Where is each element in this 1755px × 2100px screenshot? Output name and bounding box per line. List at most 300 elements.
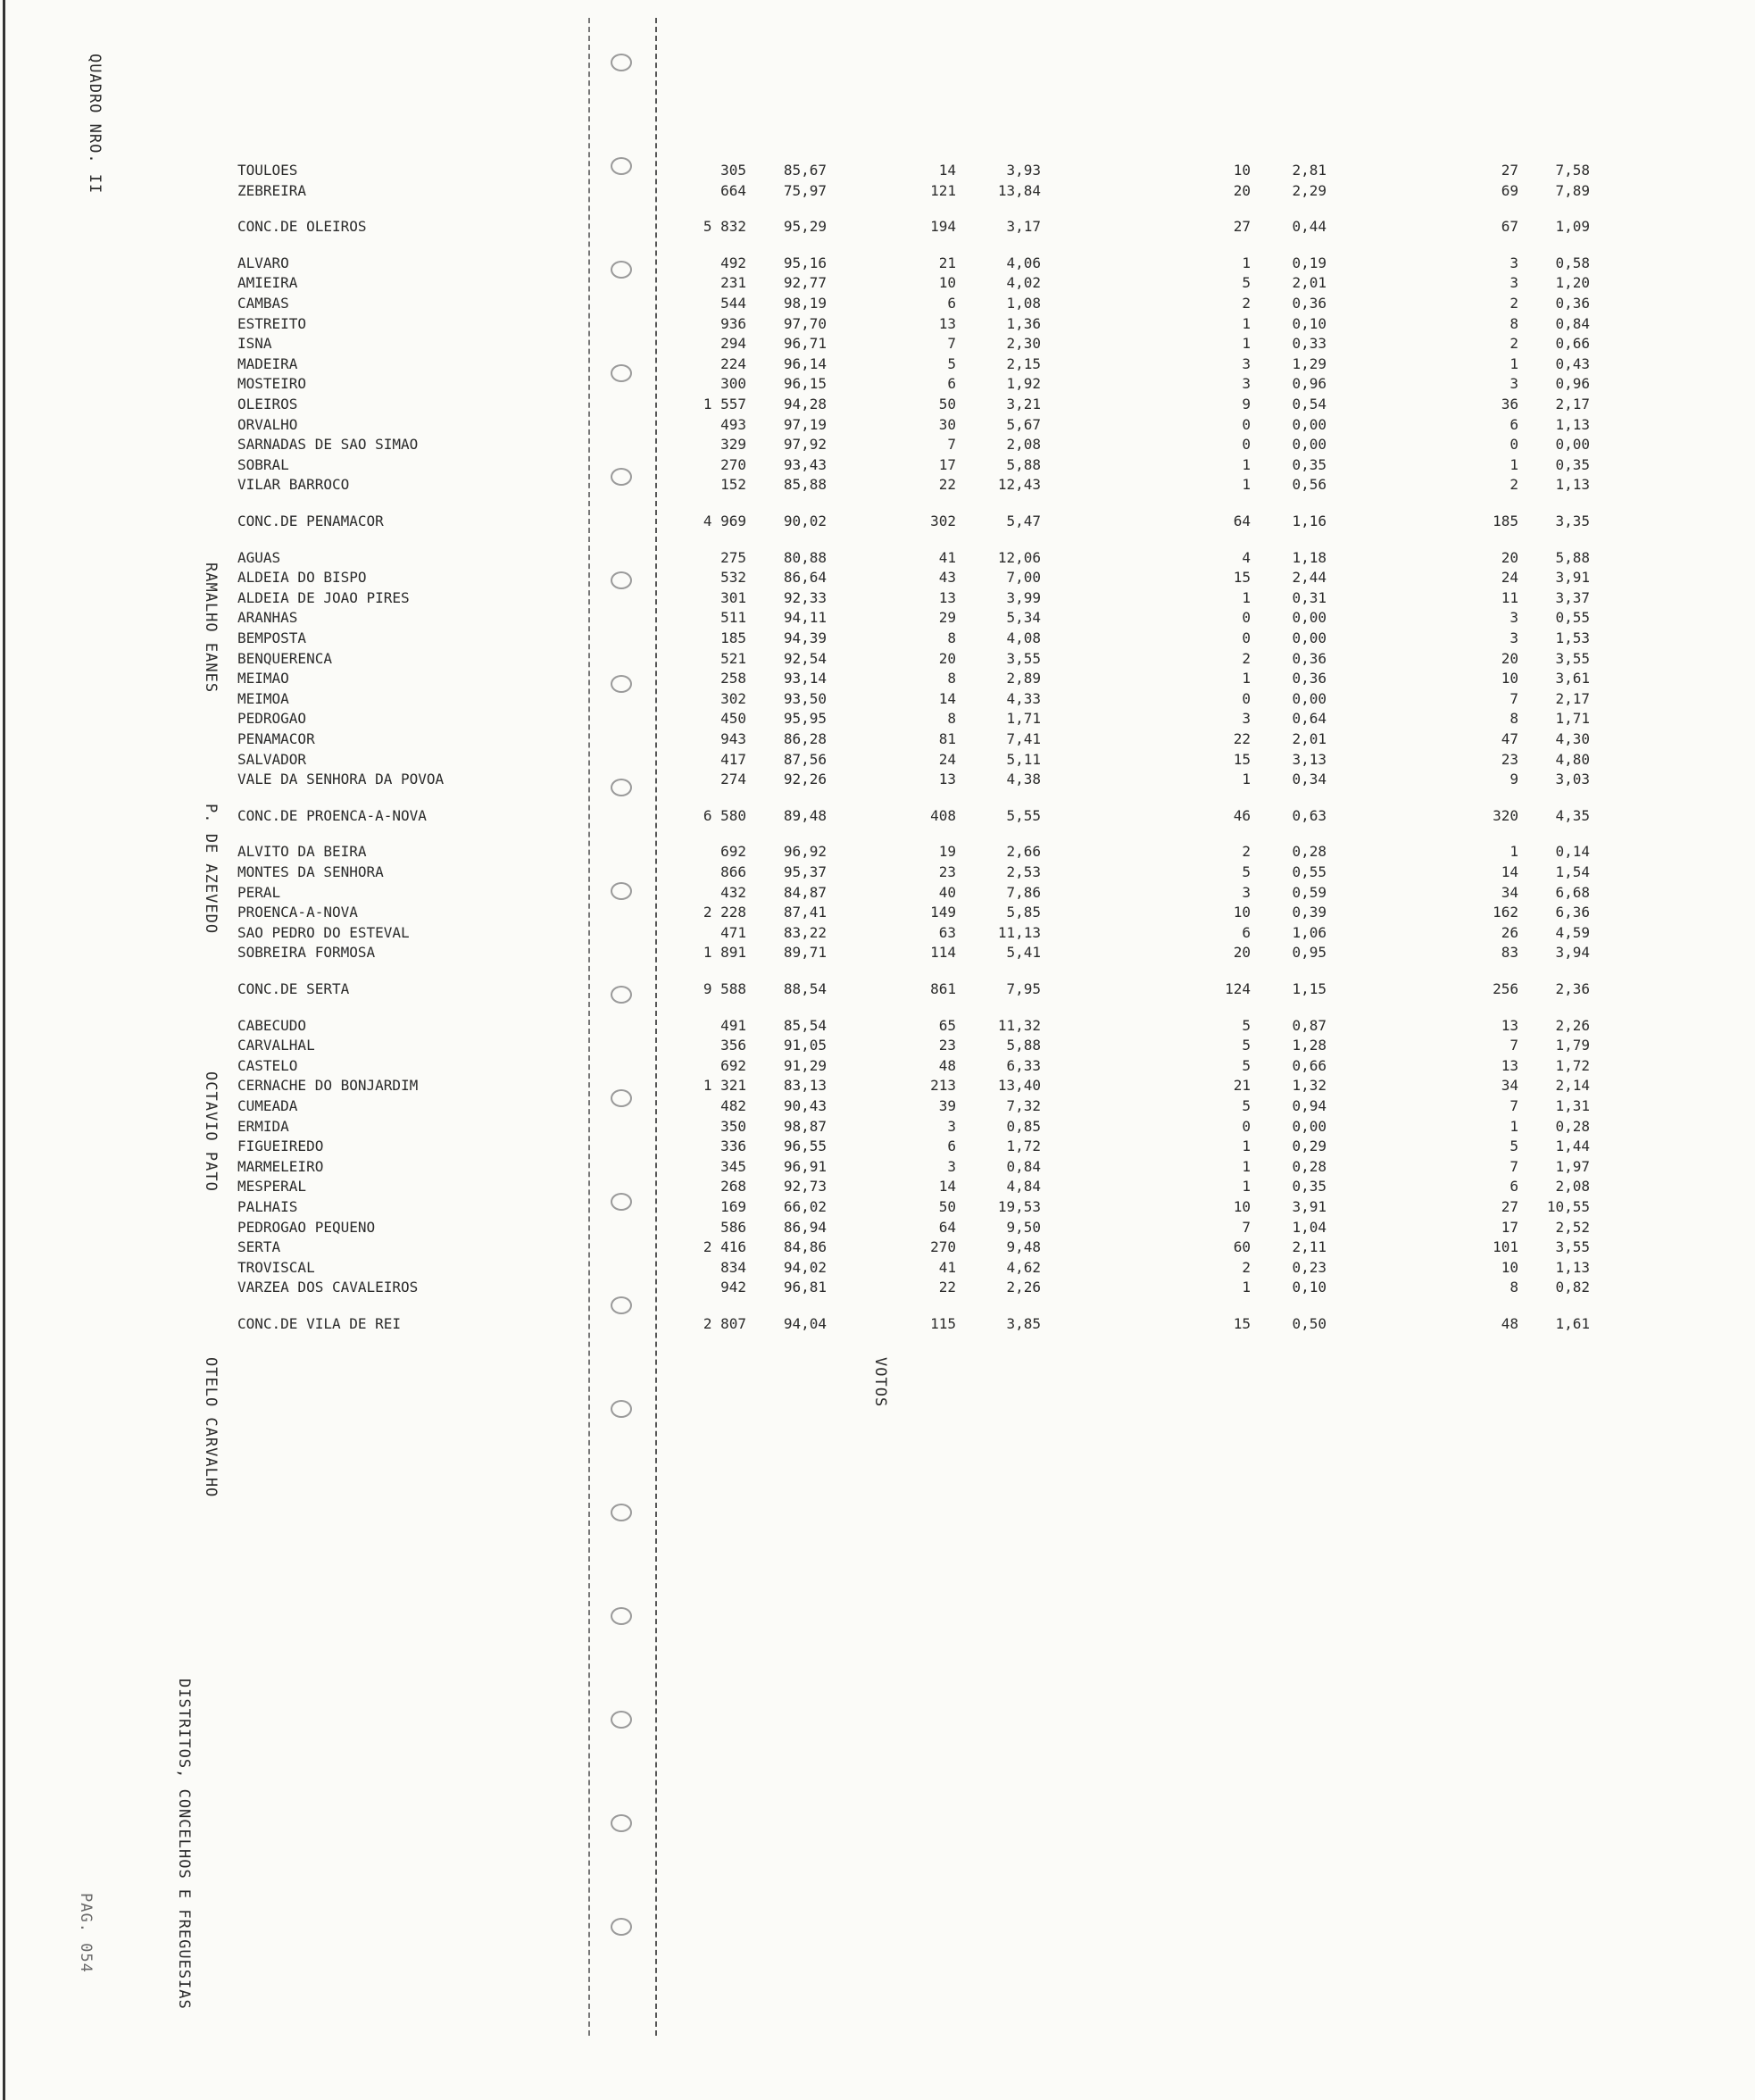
cell-pp: 3,99 <box>1006 588 1041 606</box>
cell-rp: 98,87 <box>783 1117 827 1135</box>
cell-rv: 258 <box>720 670 746 688</box>
table-row <box>237 568 1594 588</box>
cell-rv: 336 <box>720 1138 746 1155</box>
cell-rv: 2 228 <box>703 904 746 921</box>
cell-pp: 4,08 <box>1006 629 1041 646</box>
cell-rv: 1 321 <box>703 1077 746 1095</box>
subtotal-row <box>237 1314 1594 1334</box>
cell-pp: 5,55 <box>1006 806 1041 824</box>
cell-tp: 4,30 <box>1555 730 1590 747</box>
cell-tp: 4,80 <box>1555 750 1590 768</box>
cell-op: 0,87 <box>1292 1016 1327 1034</box>
cell-pp: 5,11 <box>1006 750 1041 768</box>
table-row <box>237 435 1594 454</box>
cell-name: SOBREIRA FORMOSA <box>237 944 376 962</box>
cell-op: 1,04 <box>1292 1218 1327 1236</box>
cell-name: ERMIDA <box>237 1117 289 1135</box>
cell-name: ESTREITO <box>237 314 307 332</box>
cell-name: PERAL <box>237 883 281 901</box>
cell-op: 0,29 <box>1292 1138 1327 1155</box>
cell-rv: 152 <box>720 476 746 494</box>
cell-name: SARNADAS DE SAO SIMAO <box>237 436 419 454</box>
cell-pp: 5,85 <box>1006 904 1041 921</box>
cell-name: TROVISCAL <box>237 1258 315 1276</box>
cell-tv: 13 <box>1501 1016 1518 1034</box>
cell-ov: 1 <box>1242 335 1251 353</box>
cell-ov: 1 <box>1242 1279 1251 1296</box>
cell-pp: 4,38 <box>1006 771 1041 788</box>
cell-rp: 94,04 <box>783 1315 827 1332</box>
cell-name: CUMEADA <box>237 1097 298 1114</box>
cell-name: FIGUEIREDO <box>237 1138 324 1155</box>
cell-rp: 86,64 <box>783 569 827 587</box>
cell-tp: 1,71 <box>1555 710 1590 728</box>
table-row <box>237 374 1594 394</box>
cell-op: 2,81 <box>1292 162 1327 179</box>
cell-rv: 2 807 <box>703 1315 746 1332</box>
page-title: QUADRO NRO. II <box>86 54 104 195</box>
table-row <box>237 923 1594 943</box>
cell-ov: 0 <box>1242 436 1251 454</box>
cell-ov: 60 <box>1233 1238 1251 1256</box>
cell-op: 0,56 <box>1292 476 1327 494</box>
cell-name: ISNA <box>237 335 272 353</box>
cell-tv: 8 <box>1510 710 1518 728</box>
cell-ov: 2 <box>1242 295 1251 312</box>
cell-tp: 0,66 <box>1555 335 1590 353</box>
cell-tv: 2 <box>1510 335 1518 353</box>
cell-ov: 124 <box>1225 980 1251 997</box>
cell-rv: 943 <box>720 730 746 747</box>
cell-rp: 92,26 <box>783 771 827 788</box>
cell-tv: 3 <box>1510 274 1518 292</box>
cell-pp: 3,93 <box>1006 162 1041 179</box>
cell-pp: 4,02 <box>1006 274 1041 292</box>
cell-tv: 36 <box>1501 396 1518 412</box>
cell-name: AMIEIRA <box>237 274 298 292</box>
cell-pp: 9,50 <box>1006 1218 1041 1236</box>
cell-rp: 93,14 <box>783 670 827 688</box>
cell-ov: 15 <box>1233 750 1251 768</box>
cell-tv: 9 <box>1510 771 1518 788</box>
punch-hole <box>611 1918 632 1936</box>
cell-tv: 1 <box>1510 354 1518 372</box>
candidate-header: OTELO CARVALHO <box>202 1357 220 1498</box>
cell-ov: 1 <box>1242 771 1251 788</box>
cell-pp: 9,48 <box>1006 1238 1041 1256</box>
cell-tp: 3,94 <box>1555 944 1590 962</box>
cell-pv: 3 <box>947 1117 956 1135</box>
cell-pp: 0,85 <box>1006 1117 1041 1135</box>
cell-pp: 2,26 <box>1006 1279 1041 1296</box>
cell-pv: 10 <box>938 274 956 292</box>
cell-pv: 7 <box>947 436 956 454</box>
cell-op: 0,59 <box>1292 883 1327 901</box>
cell-rp: 96,55 <box>783 1138 827 1155</box>
cell-name: CARVALHAL <box>237 1037 315 1054</box>
cell-pv: 41 <box>938 548 956 566</box>
cell-ov: 1 <box>1242 1157 1251 1175</box>
cell-rv: 834 <box>720 1258 746 1276</box>
cell-pv: 213 <box>930 1077 956 1095</box>
cell-tp: 6,68 <box>1555 883 1590 901</box>
cell-rp: 89,71 <box>783 944 827 962</box>
table-row <box>237 1218 1594 1238</box>
cell-op: 0,00 <box>1292 609 1327 627</box>
table-row <box>237 689 1594 709</box>
cell-pv: 30 <box>938 415 956 433</box>
cell-rp: 94,02 <box>783 1258 827 1276</box>
cell-pv: 22 <box>938 476 956 494</box>
cell-rv: 270 <box>720 455 746 473</box>
cell-tp: 1,54 <box>1555 863 1590 880</box>
table-row <box>237 354 1594 374</box>
cell-rv: 586 <box>720 1218 746 1236</box>
cell-tv: 101 <box>1493 1238 1518 1256</box>
cell-pp: 4,06 <box>1006 254 1041 271</box>
table-row <box>237 1056 1594 1076</box>
cell-name: CAMBAS <box>237 295 289 312</box>
cell-pp: 2,89 <box>1006 670 1041 688</box>
cell-pp: 5,88 <box>1006 1037 1041 1054</box>
table-row <box>237 181 1594 201</box>
cell-ov: 46 <box>1233 806 1251 824</box>
cell-rv: 6 580 <box>703 806 746 824</box>
cell-op: 1,06 <box>1292 923 1327 941</box>
cell-ov: 3 <box>1242 375 1251 393</box>
cell-rp: 97,92 <box>783 436 827 454</box>
candidate-header: P. DE AZEVEDO <box>202 804 220 935</box>
cell-ov: 3 <box>1242 883 1251 901</box>
cell-pv: 14 <box>938 1178 956 1196</box>
cell-op: 1,18 <box>1292 548 1327 566</box>
cell-pp: 3,55 <box>1006 649 1041 667</box>
cell-name: CONC.DE OLEIROS <box>237 218 367 236</box>
table-row <box>237 1137 1594 1156</box>
cell-name: ALDEIA DO BISPO <box>237 569 367 587</box>
cell-rp: 90,43 <box>783 1097 827 1114</box>
cell-pv: 270 <box>930 1238 956 1256</box>
cell-rv: 417 <box>720 750 746 768</box>
cell-rp: 95,16 <box>783 254 827 271</box>
cell-tp: 3,55 <box>1555 649 1590 667</box>
cell-op: 2,29 <box>1292 181 1327 199</box>
cell-ov: 1 <box>1242 455 1251 473</box>
cell-ov: 4 <box>1242 548 1251 566</box>
cell-pv: 48 <box>938 1056 956 1074</box>
table-row <box>237 455 1594 475</box>
cell-rv: 432 <box>720 883 746 901</box>
cell-rp: 91,05 <box>783 1037 827 1054</box>
cell-op: 2,11 <box>1292 1238 1327 1256</box>
cell-op: 0,33 <box>1292 335 1327 353</box>
cell-tv: 7 <box>1510 1037 1518 1054</box>
cell-pv: 50 <box>938 396 956 412</box>
cell-op: 1,29 <box>1292 354 1327 372</box>
cell-tv: 320 <box>1493 806 1518 824</box>
cell-rp: 96,91 <box>783 1157 827 1175</box>
cell-op: 3,91 <box>1292 1198 1327 1215</box>
cell-tp: 7,58 <box>1555 162 1590 179</box>
cell-ov: 5 <box>1242 274 1251 292</box>
cell-pp: 0,84 <box>1006 1157 1041 1175</box>
cell-pp: 5,67 <box>1006 415 1041 433</box>
cell-name: SOBRAL <box>237 455 289 473</box>
cell-rv: 169 <box>720 1198 746 1215</box>
cell-tp: 3,91 <box>1555 569 1590 587</box>
cell-pv: 14 <box>938 162 956 179</box>
cell-pv: 13 <box>938 588 956 606</box>
cell-pv: 5 <box>947 354 956 372</box>
cell-pv: 7 <box>947 335 956 353</box>
cell-pp: 7,32 <box>1006 1097 1041 1114</box>
cell-name: VARZEA DOS CAVALEIROS <box>237 1279 419 1296</box>
cell-pv: 19 <box>938 843 956 861</box>
cell-name: PEDROGAO PEQUENO <box>237 1218 376 1236</box>
subtotal-row <box>237 512 1594 531</box>
table-row <box>237 649 1594 669</box>
cell-ov: 3 <box>1242 354 1251 372</box>
cell-pv: 6 <box>947 295 956 312</box>
cell-name: ALVARO <box>237 254 289 271</box>
cell-rp: 97,70 <box>783 314 827 332</box>
cell-rp: 92,54 <box>783 649 827 667</box>
cell-tp: 1,20 <box>1555 274 1590 292</box>
cell-rp: 87,41 <box>783 904 827 921</box>
cell-tp: 2,17 <box>1555 396 1590 412</box>
cell-pv: 114 <box>930 944 956 962</box>
cell-name: VILAR BARROCO <box>237 476 350 494</box>
cell-op: 0,19 <box>1292 254 1327 271</box>
cell-op: 0,50 <box>1292 1315 1327 1332</box>
cell-tv: 20 <box>1501 548 1518 566</box>
cell-tp: 1,13 <box>1555 1258 1590 1276</box>
cell-tv: 13 <box>1501 1056 1518 1074</box>
cell-tp: 2,36 <box>1555 980 1590 997</box>
cell-tv: 256 <box>1493 980 1518 997</box>
cell-ov: 0 <box>1242 415 1251 433</box>
cell-op: 0,36 <box>1292 670 1327 688</box>
cell-op: 2,44 <box>1292 569 1327 587</box>
cell-pp: 5,34 <box>1006 609 1041 627</box>
table-row <box>237 1117 1594 1137</box>
cell-tp: 0,00 <box>1555 436 1590 454</box>
cell-rv: 491 <box>720 1016 746 1034</box>
cell-pp: 1,08 <box>1006 295 1041 312</box>
page-edge <box>3 0 5 2100</box>
cell-rv: 294 <box>720 335 746 353</box>
cell-op: 0,00 <box>1292 1117 1327 1135</box>
cell-rp: 92,33 <box>783 588 827 606</box>
cell-pv: 3 <box>947 1157 956 1175</box>
cell-op: 0,95 <box>1292 944 1327 962</box>
cell-tv: 8 <box>1510 314 1518 332</box>
cell-rv: 471 <box>720 923 746 941</box>
cell-pp: 7,95 <box>1006 980 1041 997</box>
cell-ov: 3 <box>1242 710 1251 728</box>
cell-rv: 231 <box>720 274 746 292</box>
cell-pv: 41 <box>938 1258 956 1276</box>
punch-hole <box>611 1296 632 1314</box>
cell-rp: 98,19 <box>783 295 827 312</box>
cell-pv: 81 <box>938 730 956 747</box>
cell-name: PALHAIS <box>237 1198 298 1215</box>
cell-op: 0,00 <box>1292 629 1327 646</box>
table-row <box>237 862 1594 882</box>
cell-ov: 5 <box>1242 1056 1251 1074</box>
table-row <box>237 842 1594 862</box>
cell-rp: 94,28 <box>783 396 827 412</box>
cell-op: 0,34 <box>1292 771 1327 788</box>
cell-op: 0,10 <box>1292 314 1327 332</box>
cell-ov: 0 <box>1242 609 1251 627</box>
candidate-header: OCTAVIO PATO <box>202 1071 220 1192</box>
cell-pv: 23 <box>938 863 956 880</box>
cell-op: 0,00 <box>1292 415 1327 433</box>
cell-rp: 96,71 <box>783 335 827 353</box>
table-row <box>237 1238 1594 1257</box>
cell-rv: 329 <box>720 436 746 454</box>
cell-pp: 5,41 <box>1006 944 1041 962</box>
table-row <box>237 161 1594 180</box>
cell-ov: 1 <box>1242 476 1251 494</box>
cell-op: 1,32 <box>1292 1077 1327 1095</box>
cell-rv: 274 <box>720 771 746 788</box>
cell-name: MEIMOA <box>237 689 289 707</box>
cell-pv: 29 <box>938 609 956 627</box>
table-row <box>237 1076 1594 1096</box>
cell-tp: 1,79 <box>1555 1037 1590 1054</box>
cell-name: CONC.DE SERTA <box>237 980 350 997</box>
cell-op: 1,28 <box>1292 1037 1327 1054</box>
table-row <box>237 415 1594 435</box>
cell-name: ARANHAS <box>237 609 298 627</box>
cell-rv: 493 <box>720 415 746 433</box>
cell-tp: 0,36 <box>1555 295 1590 312</box>
cell-name: CONC.DE PENAMACOR <box>237 512 384 529</box>
cell-rp: 90,02 <box>783 512 827 529</box>
cell-rv: 692 <box>720 843 746 861</box>
cell-tp: 0,82 <box>1555 1279 1590 1296</box>
cell-rv: 275 <box>720 548 746 566</box>
cell-name: ALDEIA DE JOAO PIRES <box>237 588 410 606</box>
cell-pp: 7,86 <box>1006 883 1041 901</box>
cell-rv: 936 <box>720 314 746 332</box>
cell-rv: 345 <box>720 1157 746 1175</box>
cell-pv: 65 <box>938 1016 956 1034</box>
cell-rp: 95,95 <box>783 710 827 728</box>
cell-op: 0,36 <box>1292 295 1327 312</box>
cell-tp: 4,35 <box>1555 806 1590 824</box>
cell-op: 0,28 <box>1292 1157 1327 1175</box>
cell-tp: 7,89 <box>1555 181 1590 199</box>
cell-rp: 96,81 <box>783 1279 827 1296</box>
cell-tv: 10 <box>1501 1258 1518 1276</box>
cell-name: PEDROGAO <box>237 710 307 728</box>
cell-pp: 12,43 <box>997 476 1041 494</box>
cell-tp: 2,52 <box>1555 1218 1590 1236</box>
punch-hole <box>611 54 632 71</box>
cell-op: 1,16 <box>1292 512 1327 529</box>
cell-op: 0,35 <box>1292 455 1327 473</box>
cell-ov: 5 <box>1242 1037 1251 1054</box>
cell-op: 0,66 <box>1292 1056 1327 1074</box>
cell-name: PENAMACOR <box>237 730 315 747</box>
cell-tv: 48 <box>1501 1315 1518 1332</box>
table-row <box>237 1197 1594 1217</box>
cell-pv: 115 <box>930 1315 956 1332</box>
cell-rv: 521 <box>720 649 746 667</box>
cell-ov: 7 <box>1242 1218 1251 1236</box>
table-row <box>237 334 1594 354</box>
cell-tv: 1 <box>1510 1117 1518 1135</box>
table-row <box>237 669 1594 688</box>
table-row <box>237 750 1594 770</box>
cell-pv: 64 <box>938 1218 956 1236</box>
cell-tp: 0,43 <box>1555 354 1590 372</box>
cell-ov: 5 <box>1242 863 1251 880</box>
cell-rp: 85,67 <box>783 162 827 179</box>
cell-rv: 2 416 <box>703 1238 746 1256</box>
cell-rv: 224 <box>720 354 746 372</box>
table-row <box>237 273 1594 293</box>
cell-tp: 2,26 <box>1555 1016 1590 1034</box>
cell-pp: 11,32 <box>997 1016 1041 1034</box>
cell-pp: 3,85 <box>1006 1315 1041 1332</box>
cell-name: AGUAS <box>237 548 281 566</box>
cell-tp: 0,84 <box>1555 314 1590 332</box>
cell-ov: 22 <box>1233 730 1251 747</box>
cell-rv: 866 <box>720 863 746 880</box>
cell-rp: 83,22 <box>783 923 827 941</box>
table-row <box>237 903 1594 922</box>
cell-tp: 2,08 <box>1555 1178 1590 1196</box>
cell-name: SALVADOR <box>237 750 307 768</box>
cell-tp: 0,28 <box>1555 1117 1590 1135</box>
cell-tp: 1,13 <box>1555 415 1590 433</box>
cell-tp: 1,97 <box>1555 1157 1590 1175</box>
cell-pv: 23 <box>938 1037 956 1054</box>
cell-pv: 20 <box>938 649 956 667</box>
cell-pp: 11,13 <box>997 923 1041 941</box>
punch-hole <box>611 1711 632 1729</box>
cell-rp: 84,86 <box>783 1238 827 1256</box>
cell-rp: 91,29 <box>783 1056 827 1074</box>
cell-tp: 5,88 <box>1555 548 1590 566</box>
cell-ov: 1 <box>1242 1138 1251 1155</box>
cell-name: ORVALHO <box>237 415 298 433</box>
cell-ov: 15 <box>1233 569 1251 587</box>
cell-op: 0,54 <box>1292 396 1327 412</box>
cell-name: OLEIROS <box>237 396 298 412</box>
cell-ov: 0 <box>1242 1117 1251 1135</box>
punch-hole <box>611 1400 632 1418</box>
cell-pp: 2,15 <box>1006 354 1041 372</box>
cell-tv: 34 <box>1501 1077 1518 1095</box>
cell-ov: 1 <box>1242 254 1251 271</box>
cell-name: MARMELEIRO <box>237 1157 324 1175</box>
cell-pp: 3,21 <box>1006 396 1041 412</box>
cell-rp: 92,77 <box>783 274 827 292</box>
cell-rp: 95,29 <box>783 218 827 236</box>
cell-op: 0,00 <box>1292 436 1327 454</box>
cell-pv: 8 <box>947 710 956 728</box>
cell-pv: 6 <box>947 1138 956 1155</box>
cell-rv: 492 <box>720 254 746 271</box>
cell-pv: 21 <box>938 254 956 271</box>
cell-ov: 10 <box>1233 1198 1251 1215</box>
cell-tv: 7 <box>1510 1097 1518 1114</box>
